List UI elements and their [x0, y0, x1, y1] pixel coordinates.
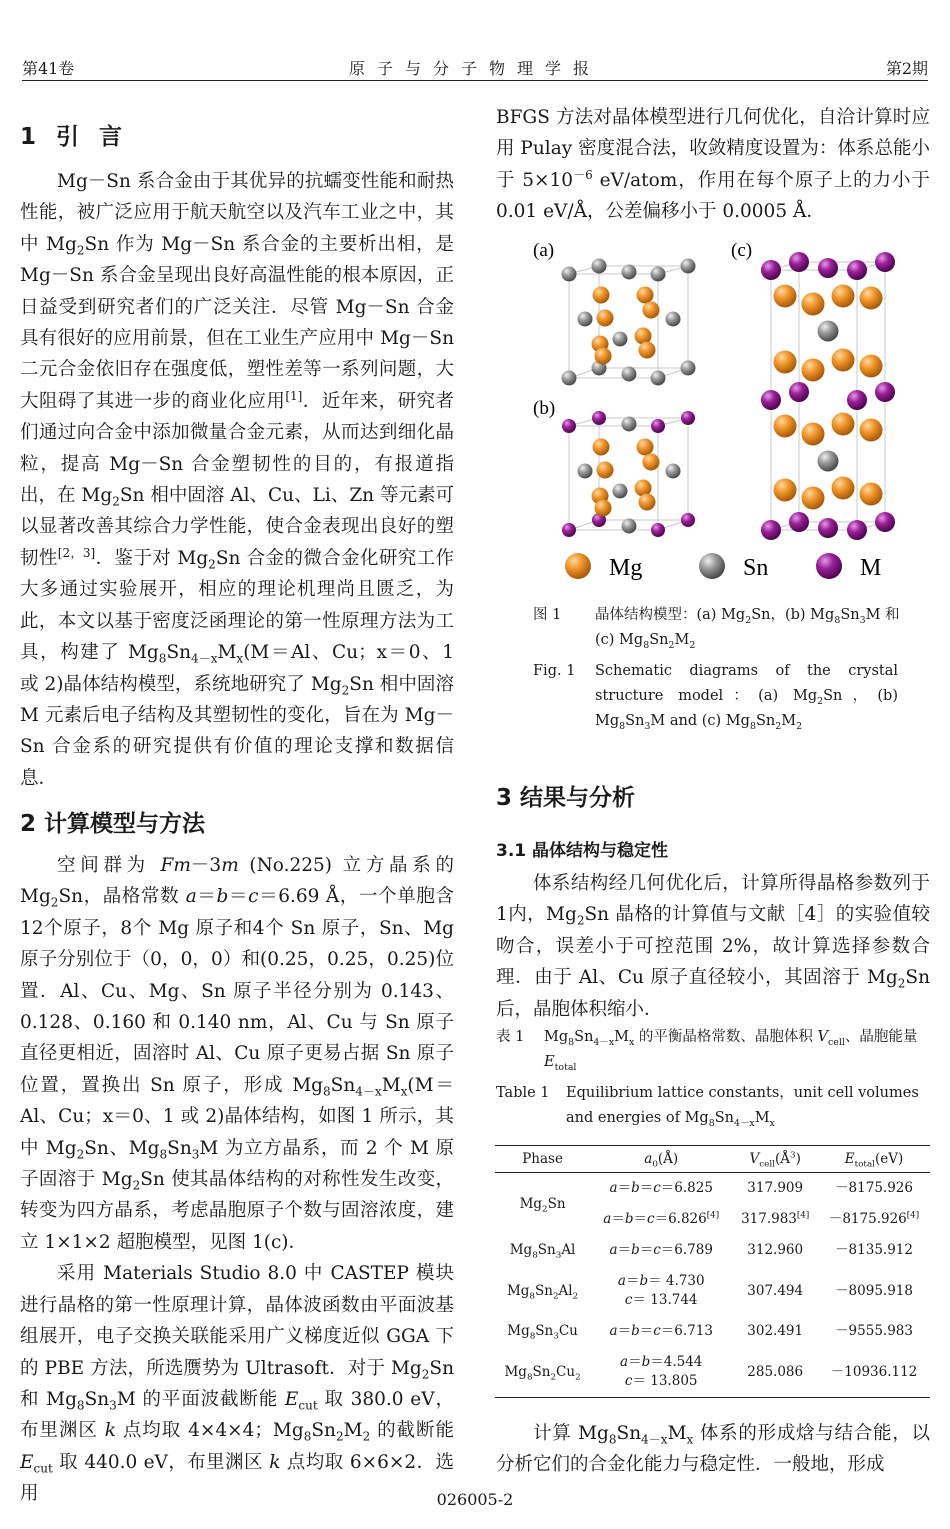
- issue-label: 第2期: [885, 59, 928, 78]
- table-row: $Mg_8Sn_2Al_2$ a＝b＝ 4.730 c＝ 13.744 307.494 －8095.918: [506, 1273, 913, 1308]
- header-a0: $a_0(Å)$: [590, 1146, 732, 1173]
- table-row: a＝b＝c＝6.826[4] 317.983[4] －8175.926[4]: [603, 1210, 920, 1227]
- method-text-cont: BFGS 方法对晶体模型进行几何优化，自洽计算时应用 Pulay 密度混合法，收敛精度设置为：体系总能小于 $5\times 10^{-6}$ eV/atom，作用在每个原子上的力小于 0.01 eV/Å，公差偏移小于 0.0005 Å．: [496, 107, 930, 223]
- table-row: $Mg_2Sn$ a＝b＝c＝6.825 317.909 －8175.926: [519, 1180, 913, 1215]
- table-caption-cn: 表 1 $Mg_8Sn_{4-x}M_x$ 的平衡晶格常数、晶胞体积 $V_{cell}$、晶胞能量 $E_{total}$: [496, 1029, 918, 1073]
- table-row: $Mg_8Sn_3Al$ a＝b＝c＝6.789 312.960 －8135.912: [509, 1242, 913, 1261]
- crystal-structure-figure: [525, 232, 905, 597]
- table-row: $Mg_8Sn_2Cu_2$ a＝b＝4.544 c＝ 13.805 285.086 －10936.112: [495, 1347, 930, 1398]
- results-text-cont: 计算 $Mg_8Sn_{4-x}M_x$ 体系的形成焓与结合能，以分析它们的合金化能力与稳定性．一般地，形成: [496, 1423, 930, 1476]
- panel-a-label: (a): [533, 240, 555, 261]
- header-phase: Phase: [495, 1146, 590, 1173]
- cell-b-atoms: [562, 411, 695, 537]
- panel-b-label: (b): [533, 398, 556, 419]
- method-text: 空间群为 Fm－3m (No.225) 立方晶系的 $Mg_2Sn$，晶格常数 a＝b＝c＝6.69 Å，一个单胞含12个原子，8个 Mg 原子和4个 Sn 原子，Sn、Mg 原子分别位于（0，0，0）和(0.25，0.25，0.25)位置．Al、Cu、Mg、Sn 原子半径分别为 0.143、0.128、0.160 和 0.140 nm，Al、Cu 与 Sn 原子直径更相近，固溶时 Al、Cu 原子更易占据 Sn 原子位置，置换出 Sn 原子，形成 $Mg_8Sn_{4-x}M_x(M=Al$、Cu；x＝0、1 或 2)晶体结构，如图 1 所示，其中 $Mg_2Sn$、$Mg_8Sn_3M$ 为立方晶系，而 2 个 M 原子固溶于 $Mg_2Sn$ 使其晶体结构的对称性发生改变，转变为四方晶系，考虑晶胞原子个数与固溶浓度，建立 1×1×2 超胞模型，见图 1(c)． 采用 Materials Studio 8.0 中 CASTEP 模块进行晶格的第一性原理计算，晶体波函数由平面波基组展开，电子交换关联能采用广义梯度近似 GGA 下的 PBE 方法，所选赝势为 Ultrasoft．对于 $Mg_2Sn$ 和 $Mg_8Sn_3M$ 的平面波截断能 $E_{cut}$ 取 380.0 eV，布里渊区 k 点均取 4×4×4；$Mg_8Sn_2M_2$ 的截断能 $E_{cut}$ 取 440.0 eV，布里渊区 k 点均取 6×6×2．选用: [20, 855, 455, 1505]
- legend-mg: Mg: [609, 555, 643, 581]
- header-etotal: $E_{total}(eV)$: [818, 1146, 930, 1173]
- table-row: $Mg_8Sn_3Cu$ a＝b＝c＝6.713 302.491 －9555.983: [507, 1323, 913, 1342]
- page-number: 026005-2: [436, 1490, 514, 1509]
- table-header-row: [495, 1146, 930, 1173]
- intro-text: Mg－Sn 系合金由于其优异的抗蠕变性能和耐热性能，被广泛应用于航天航空以及汽车工业之中，其中 $Mg_2Sn$ 作为 Mg－Sn 系合金的主要析出相，是 Mg－Sn 系合金呈现出良好高温性能的根本原因，正日益受到研究者们的广泛关注．尽管 Mg－Sn 合金具有很好的应用前景，但在工业生产应用中 Mg－Sn 二元合金依旧存在强度低，塑性差等一系列问题，大大阻碍了其进一步的商业化应用[1]．近年来，研究者们通过向合金中添加微量合金元素，从而达到细化晶粒，提高 Mg－Sn 合金塑韧性的目的，有报道指出，在 $Mg_2Sn$ 相中固溶 Al、Cu、Li、Zn 等元素可以显著改善其综合力学性能，使合金表现出良好的塑韧性[2，3]．鉴于对 $Mg_2Sn$ 合金的微合金化研究工作大多通过实验展开，相应的理论机理尚且匮乏，为此，本文以基于密度泛函理论的第一性原理方法为工具，构建了 $Mg_8Sn_{4-x}M_x(M=Al$、Cu；x＝0、1 或 2)晶体结构模型，系统地研究了 $Mg_2Sn$ 相中固溶 M 元素后电子结构及其塑韧性的变化，旨在为 Mg－Sn 合金系的研究提供有价值的理论支撑和数据信息．: [20, 171, 455, 789]
- section-3-title: 3 结果与分析: [496, 785, 636, 811]
- cell-a-atoms: [562, 259, 696, 386]
- figure-caption-cn: 图 1 晶体结构模型：(a) $Mg_2Sn$，(b) $Mg_8Sn_3M$ 和(c) $Mg_8Sn_2M_2$: [533, 607, 900, 651]
- header-vcell: $V_{cell}(Å^3)$: [732, 1146, 818, 1173]
- section-2-title: 2 计算模型与方法: [20, 811, 206, 837]
- figure-caption-en: Fig. 1 Schematic diagrams of the crystal structure model：(a) $Mg_2Sn$，(b) $Mg_8Sn_3M$ and (c) $Mg_8Sn_2M_2$: [533, 663, 898, 732]
- section-1-title: 1 引 言: [20, 124, 129, 150]
- journal-name: 原子与分子物理学报: [348, 59, 601, 78]
- cell-c-atoms: [761, 252, 895, 540]
- panel-c-label: (c): [731, 240, 753, 261]
- figure-legend: [565, 553, 881, 581]
- volume-label: 第41卷: [22, 59, 75, 78]
- running-header: [22, 56, 928, 81]
- legend-sn: Sn: [743, 555, 769, 581]
- table-caption-en: Table 1 Equilibrium lattice constants，unit cell volumes and energies of $Mg_8Sn_{4-x}M_x$: [496, 1085, 919, 1129]
- lattice-table: [495, 1145, 930, 1398]
- section-3-1-title: 3.1 晶体结构与稳定性: [496, 841, 669, 861]
- results-text: 体系结构经几何优化后，计算所得晶格参数列于1内，$Mg_2Sn$ 晶格的计算值与文献［4］的实验值较吻合，误差小于可控范围 2%，故计算选择参数合理．由于 Al、Cu 原子直径较小，其固溶于 $Mg_2Sn$ 后，晶胞体积缩小．: [496, 873, 930, 1020]
- legend-m: M: [860, 555, 882, 581]
